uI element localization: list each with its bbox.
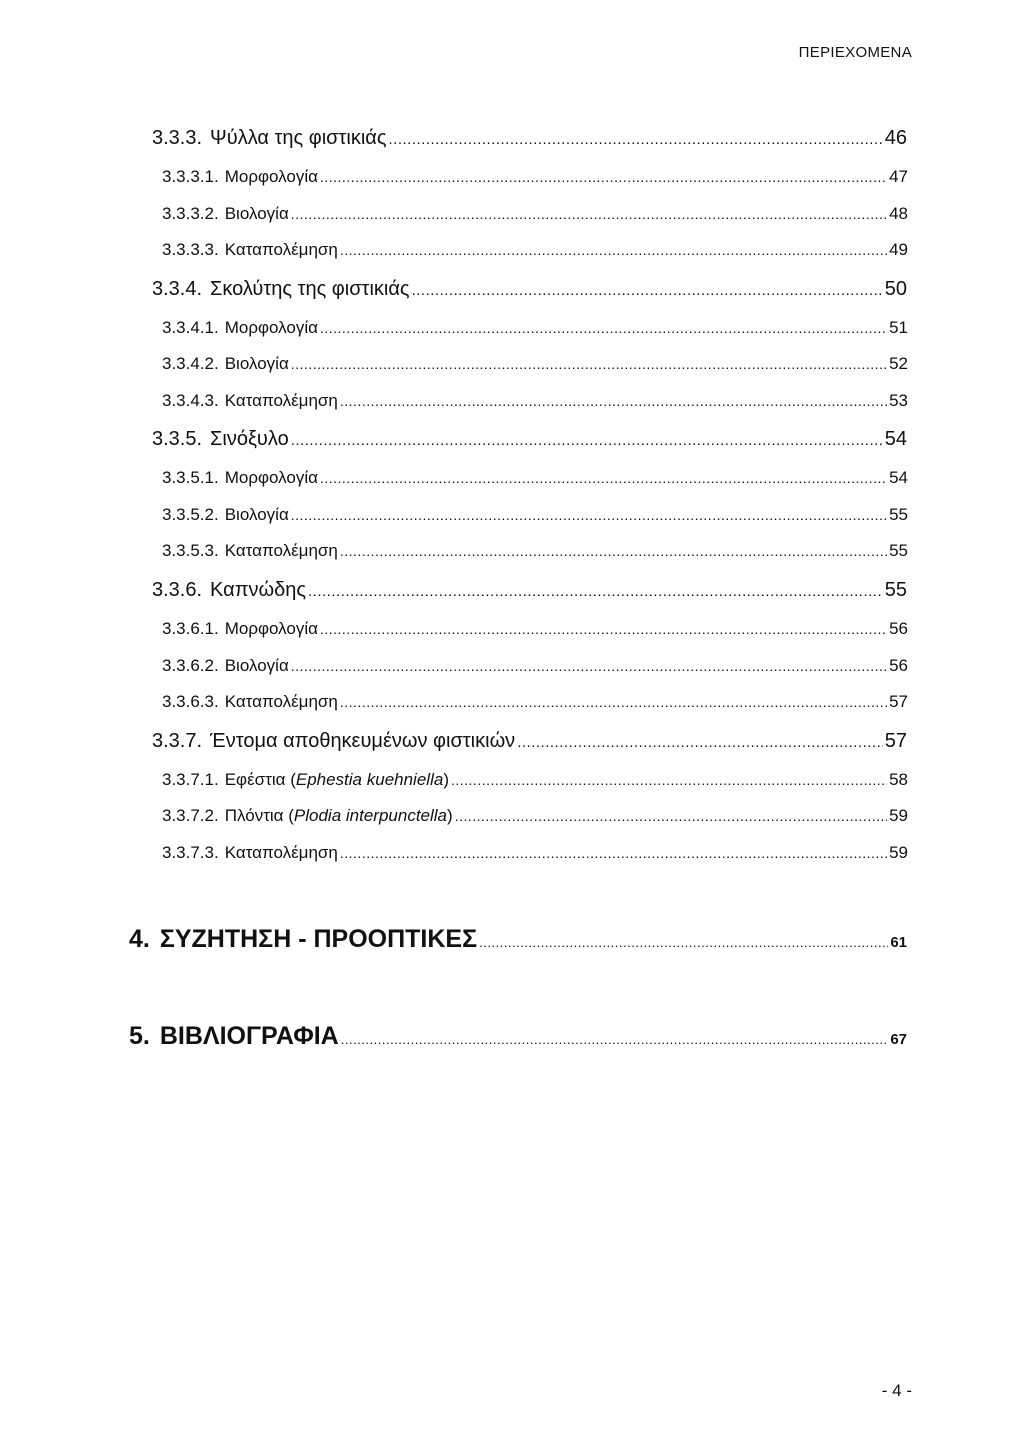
toc-entry-title: Πλόντια (Plodia interpunctella) bbox=[224, 806, 453, 825]
toc-entry-number: 3.3.3.3. bbox=[162, 240, 219, 259]
toc-entry[interactable] bbox=[162, 204, 908, 224]
dot-leader bbox=[291, 505, 887, 525]
dot-leader bbox=[320, 167, 887, 187]
toc-entry-number: 3.3.4.3. bbox=[162, 391, 219, 410]
toc-chapter-entry[interactable] bbox=[129, 925, 907, 954]
dot-leader bbox=[320, 468, 887, 488]
toc-chapter-page: 67 bbox=[890, 1031, 907, 1048]
toc-chapter-title: ΒΙΒΛΙΟΓΡΑΦΙΑ bbox=[159, 1022, 339, 1050]
toc-entry-page: 51 bbox=[889, 318, 908, 337]
toc-entry-number: 3.3.5.1. bbox=[162, 468, 219, 487]
toc-entry-page: 46 bbox=[884, 127, 907, 149]
toc-entry[interactable] bbox=[162, 770, 908, 790]
dot-leader bbox=[340, 692, 887, 712]
toc-entry-number: 3.3.3.2. bbox=[162, 204, 219, 223]
toc-entry-title: Μορφολογία bbox=[224, 619, 318, 638]
toc-entry-page: 54 bbox=[889, 468, 908, 487]
dot-leader bbox=[320, 318, 887, 338]
toc-entry-number: 3.3.7.2. bbox=[162, 806, 219, 825]
toc-entry-page: 49 bbox=[889, 240, 908, 259]
dot-leader bbox=[340, 541, 887, 561]
dot-leader bbox=[479, 925, 888, 954]
toc-entry-page: 59 bbox=[889, 843, 908, 862]
toc-entry-page: 54 bbox=[884, 428, 907, 450]
toc-entry-title: Μορφολογία bbox=[224, 167, 318, 186]
toc-entry-number: 3.3.5. bbox=[152, 428, 203, 450]
toc-entry-page: 56 bbox=[889, 619, 908, 638]
toc-entry[interactable] bbox=[162, 619, 908, 639]
toc-entry-page: 55 bbox=[889, 505, 908, 524]
toc-entry-title: Εφέστια (Ephestia kuehniella) bbox=[224, 770, 449, 789]
toc-entry[interactable] bbox=[152, 127, 907, 150]
dot-leader bbox=[340, 391, 887, 411]
toc-entry-page: 53 bbox=[889, 391, 908, 410]
dot-leader bbox=[340, 240, 887, 260]
toc-entry-title: Βιολογία bbox=[224, 505, 289, 524]
toc-entry-number: 3.3.6.1. bbox=[162, 619, 219, 638]
species-name: Ephestia kuehniella bbox=[295, 770, 444, 789]
toc-entry[interactable] bbox=[162, 354, 908, 374]
toc-entry-title: Καταπολέμηση bbox=[224, 541, 338, 560]
toc-entry-title: Βιολογία bbox=[224, 204, 289, 223]
toc-entry-page: 57 bbox=[884, 730, 907, 752]
toc-entry-number: 3.3.5.3. bbox=[162, 541, 219, 560]
dot-leader bbox=[455, 806, 887, 826]
toc-entry-number: 3.3.7.1. bbox=[162, 770, 219, 789]
toc-chapter-number: 4. bbox=[129, 925, 150, 953]
toc-entry-page: 52 bbox=[889, 354, 908, 373]
dot-leader bbox=[291, 656, 887, 676]
page-number: - 4 - bbox=[881, 1381, 912, 1400]
toc-entry[interactable] bbox=[162, 541, 908, 561]
species-name: Plodia interpunctella bbox=[293, 806, 448, 825]
toc-entry-page: 59 bbox=[889, 806, 908, 825]
toc-entry-title: Καταπολέμηση bbox=[224, 692, 338, 711]
toc-entry-number: 3.3.6. bbox=[152, 579, 203, 601]
toc-chapter-entry[interactable] bbox=[129, 1022, 907, 1051]
toc-entry-title: Καταπολέμηση bbox=[224, 391, 338, 410]
toc-entry[interactable] bbox=[162, 318, 908, 338]
dot-leader bbox=[517, 730, 883, 753]
dot-leader bbox=[308, 579, 883, 602]
toc-entry[interactable] bbox=[152, 579, 907, 602]
dot-leader bbox=[291, 428, 883, 451]
dot-leader bbox=[320, 619, 887, 639]
toc-entry-page: 55 bbox=[884, 579, 907, 601]
toc-entry-page: 57 bbox=[889, 692, 908, 711]
toc-entry[interactable] bbox=[152, 278, 907, 301]
dot-leader bbox=[291, 204, 887, 224]
toc-entry-number: 3.3.3.1. bbox=[162, 167, 219, 186]
toc-entry-page: 56 bbox=[889, 656, 908, 675]
running-header: ΠΕΡΙΕΧΟΜΕΝΑ bbox=[798, 44, 912, 61]
toc-entry-title: Έντομα αποθηκευμένων φιστικιών bbox=[210, 730, 516, 752]
toc-entry-title: Καπνώδης bbox=[210, 579, 307, 601]
dot-leader bbox=[340, 843, 887, 863]
toc-entry-title: Σκολύτης της φιστικιάς bbox=[210, 278, 410, 300]
toc-entry-title: Σινόξυλο bbox=[210, 428, 289, 450]
toc-chapter-page: 61 bbox=[890, 934, 907, 951]
toc-entry[interactable] bbox=[162, 505, 908, 525]
toc-entry-number: 3.3.5.2. bbox=[162, 505, 219, 524]
toc-entry-page: 55 bbox=[889, 541, 908, 560]
toc-entry-page: 48 bbox=[889, 204, 908, 223]
dot-leader bbox=[388, 127, 882, 150]
toc-entry[interactable] bbox=[162, 167, 908, 187]
dot-leader bbox=[451, 770, 887, 790]
toc-entry[interactable] bbox=[152, 730, 907, 753]
toc-entry-number: 3.3.3. bbox=[152, 127, 203, 149]
toc-entry-title: Καταπολέμηση bbox=[224, 240, 338, 259]
dot-leader bbox=[341, 1022, 889, 1051]
toc-entry[interactable] bbox=[162, 391, 908, 411]
toc-entry-page: 58 bbox=[889, 770, 908, 789]
toc-entry-number: 3.3.4. bbox=[152, 278, 203, 300]
toc-entry-number: 3.3.7. bbox=[152, 730, 203, 752]
toc-entry-title: Καταπολέμηση bbox=[224, 843, 338, 862]
toc-entry-title: Μορφολογία bbox=[224, 318, 318, 337]
toc-entry[interactable] bbox=[162, 843, 908, 863]
toc-entry-title: Μορφολογία bbox=[224, 468, 318, 487]
dot-leader bbox=[412, 278, 883, 301]
dot-leader bbox=[291, 354, 887, 374]
toc-entry-page: 50 bbox=[884, 278, 907, 300]
toc-entry-number: 3.3.4.2. bbox=[162, 354, 219, 373]
toc-entry-title: Ψύλλα της φιστικιάς bbox=[210, 127, 387, 149]
toc-chapter-title: ΣΥΖΗΤΗΣΗ - ΠΡΟΟΠΤΙΚΕΣ bbox=[159, 925, 478, 953]
toc-entry[interactable] bbox=[152, 428, 907, 451]
toc-entry-number: 3.3.7.3. bbox=[162, 843, 219, 862]
toc-entry-page: 47 bbox=[889, 167, 908, 186]
toc-entry-number: 3.3.6.3. bbox=[162, 692, 219, 711]
toc-entry-number: 3.3.6.2. bbox=[162, 656, 219, 675]
toc-entry[interactable] bbox=[162, 240, 908, 260]
toc-entry-title: Βιολογία bbox=[224, 354, 289, 373]
toc-entry[interactable] bbox=[162, 806, 908, 826]
toc-entry[interactable] bbox=[162, 692, 908, 712]
toc-entry-title: Βιολογία bbox=[224, 656, 289, 675]
toc-chapter-number: 5. bbox=[129, 1022, 150, 1050]
toc-entry[interactable] bbox=[162, 656, 908, 676]
toc-entry-number: 3.3.4.1. bbox=[162, 318, 219, 337]
toc-entry[interactable] bbox=[162, 468, 908, 488]
